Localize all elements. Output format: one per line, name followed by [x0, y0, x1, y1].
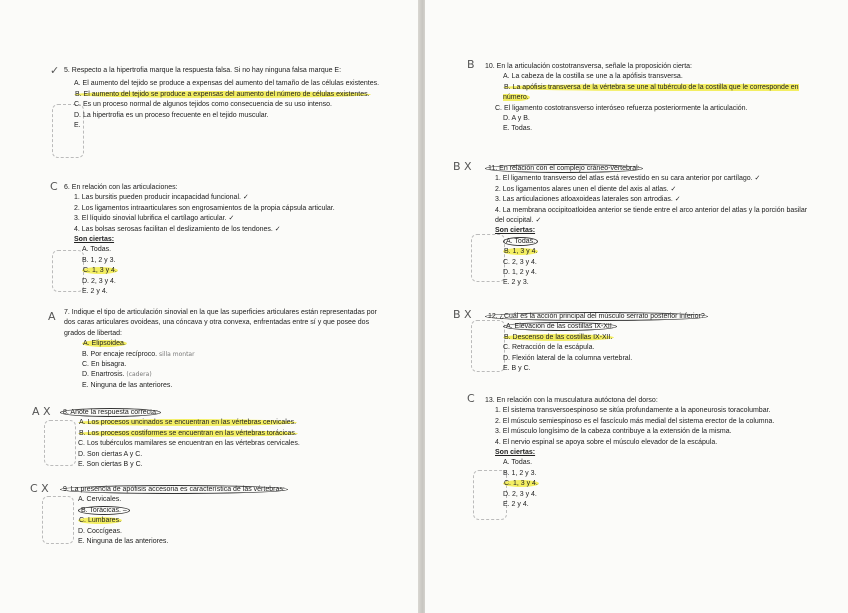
q13-statement-4: 4. El nervio espinal se apoya sobre el músculo elevador de la escápula. — [495, 438, 718, 446]
question-10 — [485, 62, 815, 135]
q9-option-b: B. Torácicas. – — [60, 506, 390, 516]
q11-option-b: B. 1, 3 y 4. — [504, 248, 538, 256]
question-5 — [64, 66, 384, 131]
q6-son-ciertas: Son ciertas: — [74, 236, 115, 244]
q12-stem: 12. ¿Cuál es la acción principal del músculo serrato posterior inferior? — [485, 312, 815, 322]
q7-grade-mark: A — [48, 310, 56, 323]
q6-stem: 6. En relación con las articulaciones: — [64, 184, 178, 191]
q5-grade-mark: ✓ — [50, 64, 60, 77]
q8-option-e: E. Son ciertas B y C. — [78, 461, 143, 469]
question-8 — [60, 408, 390, 470]
q11-stem: 11. En relación con el complejo cráneo-vertebral: — [485, 164, 815, 174]
q6-statement-2: 2. Los ligamentos intraarticulares son engrosamientos de la propia cápsula articular. — [74, 204, 335, 212]
q11-option-c: C. 2, 3 y 4. — [503, 258, 537, 266]
q11-son-ciertas: Son ciertas: — [495, 227, 536, 235]
q13-grade-mark: C — [467, 392, 475, 405]
left-page — [0, 0, 420, 613]
q6-option-d: D. 2, 3 y 4. — [82, 277, 116, 285]
q5-option-b: B. El aumento del tejido se produce a expensas del aumento del número de células existentes. — [75, 90, 370, 98]
question-11 — [485, 164, 815, 289]
q6-option-b: B. 1, 2 y 3. — [82, 256, 116, 264]
q5-option-c: C. Es un proceso normal de algunos tejidos como consecuencia de su uso intenso. — [74, 101, 332, 109]
q12-option-e: E. B y C. — [503, 365, 531, 373]
q5-option-d: D. La hipertrofia es un proceso frecuente en el tejido muscular. — [74, 111, 269, 119]
q12-option-d: D. Flexión lateral de la columna vertebral. — [503, 354, 633, 362]
q13-statement-1: 1. El sistema transversoespinoso se sitúa profundamente a la aponeurosis toracolumbar. — [495, 407, 771, 415]
q11-option-d: D. 1, 2 y 4. — [503, 269, 537, 277]
q11-statement-1: 1. El ligamento transverso del atlas está revestido en su cara anterior por cartílago. ✓ — [495, 175, 761, 183]
q9-option-a: A. Cervicales. — [78, 496, 122, 504]
question-9 — [60, 485, 390, 547]
q10-option-d: D. A y B. — [503, 115, 530, 123]
q13-son-ciertas: Son ciertas: — [495, 449, 536, 457]
q7-handwritten-note-1: silla montar — [159, 350, 195, 358]
q6-statement-3: 3. El líquido sinovial lubrifica el cartílago articular. ✓ — [74, 215, 235, 223]
q12-option-c: C. Retracción de la escápula. — [503, 344, 595, 352]
q5-stem: 5. Respecto a la hipertrofia marque la respuesta falsa. Si no hay ninguna falsa marque E: — [64, 67, 342, 74]
q11-option-a: A. Todas. — [485, 237, 815, 247]
q13-statement-3: 3. El músculo longísimo de la cabeza contribuye a la extensión de la misma. — [495, 428, 732, 436]
q6-grade-mark: C — [50, 180, 58, 193]
q7-option-a: A. Elipsoidea. — [83, 340, 126, 348]
q10-option-b: B. La apófisis transversa de la vértebra se une al tubérculo de la costilla que le corresponde en número. — [503, 83, 799, 102]
q8-option-d: D. Son ciertas A y C. — [78, 450, 143, 458]
q11-option-e: E. 2 y 3. — [503, 279, 529, 287]
q7-option-e: E. Ninguna de las anteriores. — [82, 381, 173, 389]
q5-option-e: E. — [74, 122, 81, 130]
q9-option-d: D. Coccígeas. — [78, 527, 122, 535]
q10-stem: 10. En la articulación costotransversa, señale la proposición cierta: — [485, 63, 692, 70]
q12-option-a: A. Elevación de las costillas IX-XII. — [485, 322, 815, 332]
q7-option-b: B. Por encaje recíproco. silla montar — [82, 350, 195, 358]
q8-grade-mark: A X — [32, 405, 51, 418]
q6-option-c: C. 1, 3 y 4. — [83, 267, 117, 275]
q7-handwritten-note-2: (cadera) — [126, 371, 152, 379]
q13-option-c: C. 1, 3 y 4. — [504, 480, 538, 488]
q8-option-b: B. Los procesos costiformes se encuentran en las vértebras torácicas. — [79, 429, 297, 437]
q9-option-e: E. Ninguna de las anteriores. — [78, 538, 169, 546]
q7-option-d: D. Enartrosis. (cadera) — [82, 371, 152, 379]
q11-statement-3: 3. Las articulaciones atloaxoideas laterales son artrodias. ✓ — [495, 196, 681, 204]
q11-statement-2: 2. Los ligamentos alares unen el diente del axis al atlas. ✓ — [495, 185, 677, 193]
q11-statement-4: 4. La membrana occipitoatloidea anterior se tiende entre el arco anterior del atlas y la porción basilar del occipital. ✓ — [495, 206, 808, 225]
q10-option-c: C. El ligamento costotransverso interóseo refuerza posteriormente la articulación. — [495, 104, 748, 112]
q5-option-a: A. El aumento del tejido se produce a expensas del aumento del tamaño de las células existentes. — [74, 80, 380, 88]
q9-option-c: C. Lumbares. — [79, 517, 122, 525]
q9-grade-mark: C X — [30, 482, 49, 495]
q8-stem: 8. Anote la respuesta correcta: — [60, 408, 390, 418]
q11-grade-mark: B X — [453, 160, 472, 173]
q13-statement-2: 2. El músculo semiespinoso es el fascículo más medial del sistema erector de la columna. — [495, 417, 775, 425]
question-7 — [64, 308, 384, 391]
q10-option-e: E. Todas. — [503, 125, 533, 133]
question-13 — [485, 396, 815, 510]
q6-option-e: E. 2 y 4. — [82, 288, 108, 296]
q8-option-c: C. Los tubérculos mamilares se encuentran en las vértebras cervicales. — [78, 440, 300, 448]
q6-option-a: A. Todas. — [82, 246, 112, 254]
q13-option-a: A. Todas. — [503, 459, 533, 467]
right-page — [425, 0, 848, 613]
q7-option-c: C. En bisagra. — [82, 361, 127, 369]
q13-option-e: E. 2 y 4. — [503, 501, 529, 509]
q10-grade-mark: B — [467, 58, 475, 71]
question-12 — [485, 312, 815, 374]
q7-stem: 7. Indique el tipo de articulación sinovial en la que las superficies articulares están representadas por dos caras articulares ovoideas, una cóncava y otra convexa, enfrentadas entre sí y que posee dos grados de libertad: — [64, 309, 377, 337]
q9-stem: 9. La presencia de apófisis accesoria es característica de las vértebras: — [60, 485, 390, 495]
q12-grade-mark: B X — [453, 308, 472, 321]
q13-option-b: B. 1, 2 y 3. — [503, 469, 537, 477]
q13-option-d: D. 2, 3 y 4. — [503, 490, 537, 498]
q10-option-a: A. La cabeza de la costilla se une a la apófisis transversa. — [503, 73, 683, 81]
q12-option-b: B. Descenso de las costillas IX-XII. — [504, 333, 613, 341]
q13-stem: 13. En relación con la musculatura autóctona del dorso: — [485, 397, 658, 404]
q6-statement-1: 1. Las bursitis pueden producir incapacidad funcional. ✓ — [74, 194, 249, 202]
question-6 — [64, 183, 384, 297]
q8-option-a: A. Los procesos uncinados se encuentran en las vértebras cervicales. — [79, 419, 297, 427]
q6-statement-4: 4. Las bolsas serosas facilitan el deslizamiento de los tendones. ✓ — [74, 225, 281, 233]
